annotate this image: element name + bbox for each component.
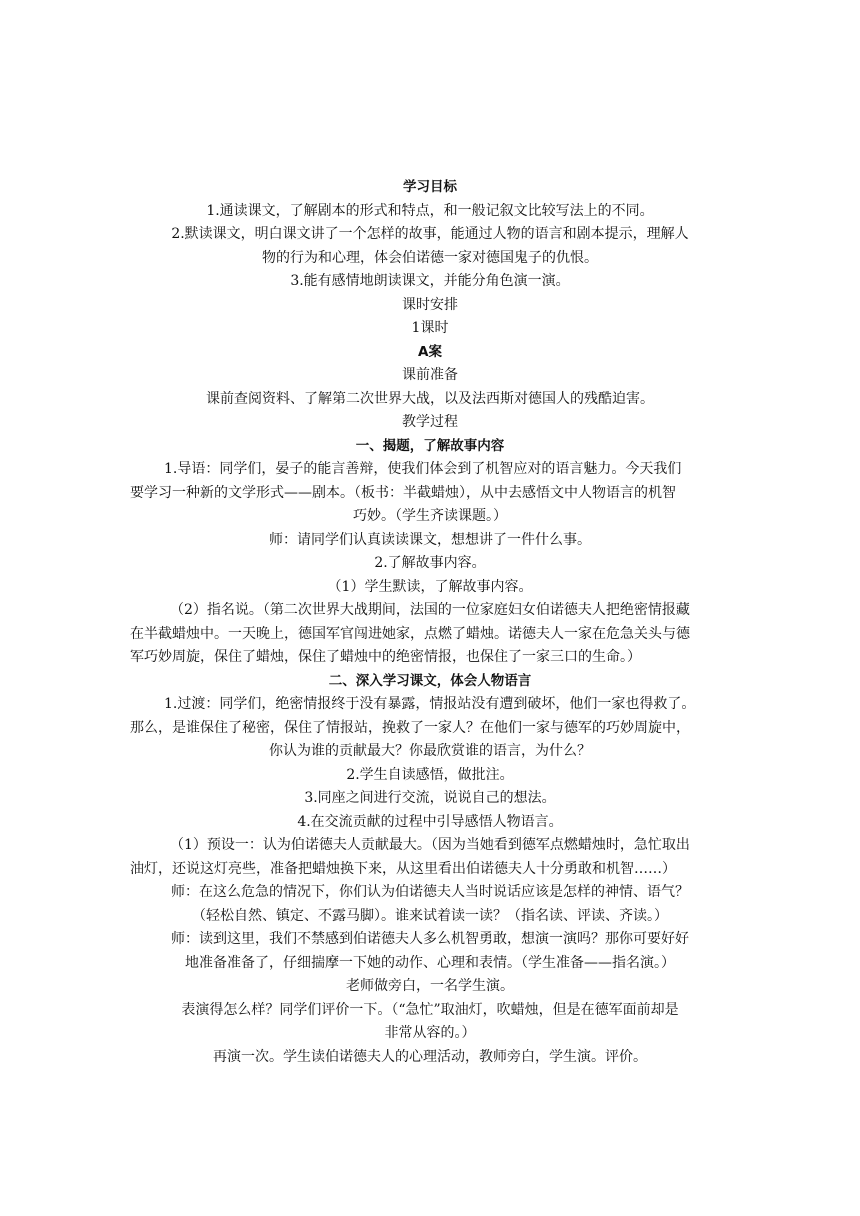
section1-line: 军巧妙周旋，保住了蜡烛，保住了蜡烛中的绝密情报，也保住了一家三口的生命。） — [130, 649, 641, 665]
plan-label: A案 — [418, 343, 442, 360]
goal-line: 2.默读课文，明白课文讲了一个怎样的故事，能通过人物的语言和剧本提示，理解人 — [171, 226, 689, 242]
section2-line: 师：在这么危急的情况下，你们认为伯诺德夫人当时说话应该是怎样的神情、语气？ — [171, 884, 689, 900]
prep-text: 课前查阅资料、了解第二次世界大战，以及法西斯对德国人的残酷迫害。 — [206, 390, 654, 407]
section2-line: 3.同座之间进行交流，说说自己的想法。 — [304, 790, 556, 806]
section2-line: 师：读到这里，我们不禁感到伯诺德夫人多么机智勇敢，想演一演吗？那你可要好好 — [171, 931, 689, 947]
process-heading: 教学过程 — [402, 414, 458, 430]
goal-line: 1.通读课文，了解剧本的形式和特点，和一般记叙文比较写法上的不同。 — [206, 202, 654, 219]
section2-line: 再演一次。学生读伯诺德夫人的心理活动，教师旁白，学生演。评价。 — [213, 1048, 647, 1065]
section2-heading: 二、深入学习课文，体会人物语言 — [328, 672, 532, 689]
section1-line: 要学习一种新的文学形式——剧本。（板书：半截蜡烛），从中去感悟文中人物语言的机智 — [130, 484, 676, 501]
section2-line: 非常从容的。） — [384, 1025, 476, 1041]
section2-line: 油灯，还说这灯亮些，准备把蜡烛换下来，从这里看出伯诺德夫人十分勇敢和机智……） — [130, 860, 676, 877]
title-heading: 学习目标 — [403, 179, 457, 195]
section2-line: 表演得怎么样？同学们评价一下。（“急忙”取油灯，吹蜡烛，但是在德军面前却是 — [181, 1001, 679, 1018]
section1-line: 巧妙。（学生齐读课题。） — [353, 508, 507, 524]
section1-line: 1.导语：同学们，晏子的能言善辩，使我们体会到了机智应对的语言魅力。今天我们 — [164, 461, 682, 477]
section2-line: （轻松自然、镇定、不露马脚）。谁来试着读一读？（指名读、评读、齐读。） — [192, 907, 668, 924]
schedule-value: 1课时 — [411, 320, 449, 336]
section1-line: 2.了解故事内容。 — [374, 555, 486, 571]
goal-line: 物的行为和心理，体会伯诺德一家对德国鬼子的仇恨。 — [262, 249, 598, 266]
section2-line: （1）预设一：认为伯诺德夫人贡献最大。（因为当她看到德军点燃蜡烛时，急忙取出 — [170, 837, 690, 853]
section1-line: （2）指名说。（第二次世界大战期间，法国的一位家庭妇女伯诺德夫人把绝密情报藏 — [170, 602, 690, 618]
section2-line: 2.学生自读感悟，做批注。 — [346, 766, 514, 783]
section2-line: 1.过渡：同学们，绝密情报终于没有暴露，情报站没有遭到破坏，他们一家也得救了。 — [164, 696, 696, 712]
section2-line: 老师做旁白，一名学生演。 — [346, 978, 514, 994]
section1-heading: 一、揭题，了解故事内容 — [355, 437, 505, 454]
goal-line: 3.能有感情地朗读课文，并能分角色演一演。 — [290, 273, 570, 289]
document-body — [130, 176, 730, 1069]
section1-line: 师：请同学们认真读读课文，想想讲了一件什么事。 — [269, 531, 591, 548]
section2-line: 4.在交流贡献的过程中引导感悟人物语言。 — [297, 813, 563, 830]
prep-heading: 课前准备 — [402, 367, 458, 383]
section2-line: 那么，是谁保住了秘密，保住了情报站，挽救了一家人？在他们一家与德军的巧妙周旋中， — [130, 719, 690, 736]
section2-line: 地准备准备了，仔细揣摩一下她的动作、心理和表情。（学生准备——指名演。） — [185, 954, 675, 971]
section2-line: 你认为谁的贡献最大？你最欣赏谁的语言，为什么？ — [269, 743, 591, 759]
section1-line: 在半截蜡烛中。一天晚上，德国军官闯进她家，点燃了蜡烛。诺德夫人一家在危急关头与德 — [130, 625, 690, 642]
section1-line: （1）学生默读，了解故事内容。 — [327, 578, 533, 595]
schedule-heading: 课时安排 — [402, 296, 458, 313]
